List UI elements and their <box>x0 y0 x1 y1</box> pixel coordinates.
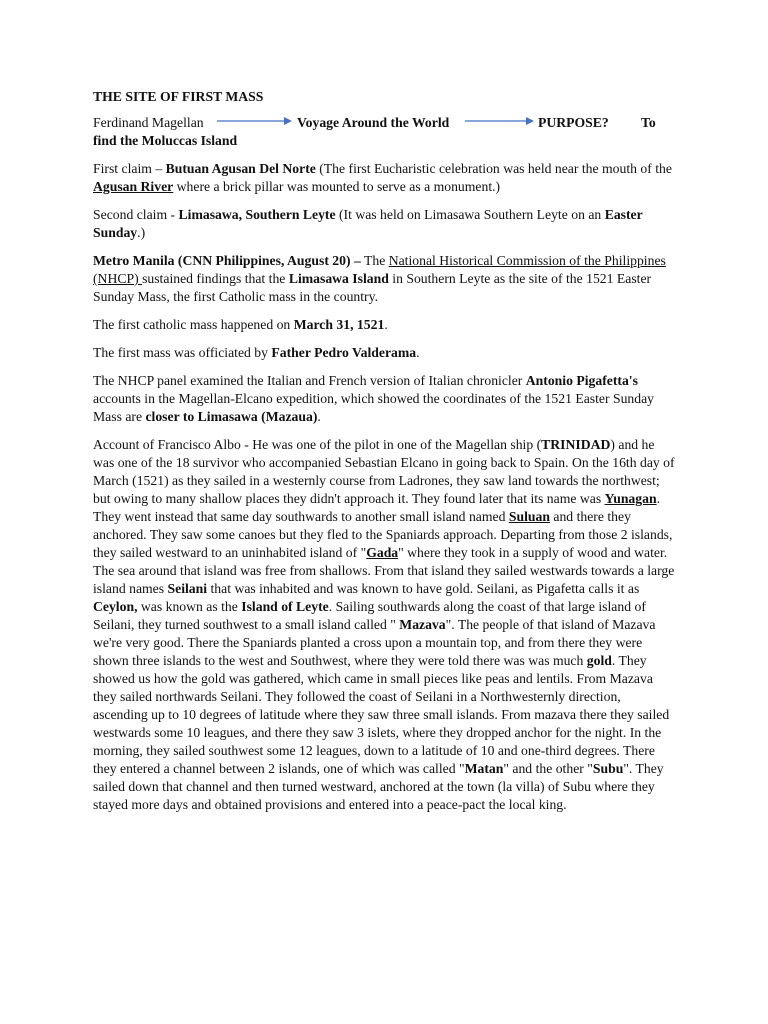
flow-continuation: find the Moluccas Island <box>93 133 238 148</box>
arrow-right-icon <box>465 114 534 128</box>
arrow-right-icon <box>217 114 292 128</box>
paragraph-officiated: The first mass was officiated by Father Pedro Valderama. <box>93 345 420 360</box>
paragraph-albo-account: Account of Francisco Albo - He was one of the pilot in one of the Magellan ship (TRINIDAD) and he was one of the 18 survivor who accompanied Sebastian Elcano in going back to Spain. On the 16th day of March (1521) as they sailed in a westernly course from Ladrones, they saw land towards the northwest; but owing to many shallow places they didn't approach it. They found later that its name was Yunagan. They went instead that same day southwards to another small island named Suluan and there they anchored. They saw some canoes but they fled to the Spaniards approach. Departing from those 2 islands, they sailed westward to an uninhabited island of "Gada" where they took in a supply of wood and water. The sea around that island was free from shallows. From that island they sailed westwards towards a large island names Seilani that was inhabited and was known to have gold. Seilani, as Pigafetta calls it as Ceylon, was known as the Island of Leyte. Sailing southwards along the coast of that large island of Seilani, they turned southwest to a small island called " Mazava". The people of that island of Mazava we're very good. There the Spaniards planted a cross upon a mountain top, and from there they were shown three islands to the west and Southwest, where they were told there was was much gold. They showed us how the gold was gathered, which came in small pieces like peas and lentils. From Mazava they sailed northwards Seilani. They followed the coast of Seilani in a Northwesternly direction, ascending up to 10 degrees of latitude where they saw three small islands. From mazava there they sailed westwards some 10 leagues, and there they saw 3 islets, where they dropped anchor for the night. In the morning, they sailed southwest some 12 leagues, down to a latitude of 10 and one-third degrees. There they entered a channel between 2 islands, one of which was called "Matan" and the other "Subu". They sailed down that channel and then turned westward, anchored at the town (la villa) of Subu where they stayed more days and obtained provisions and entered into a peace-pact the local king. <box>93 437 675 812</box>
flow-to: To <box>641 115 656 130</box>
paragraph-nhcp-panel: The NHCP panel examined the Italian and French version of Italian chronicler Antonio Pigafetta's accounts in the Magellan-Elcano expedition, which showed the coordinates of the 1521 Easter Sunday Mass are closer to Limasawa (Mazaua). <box>93 373 655 424</box>
flow-magellan: Ferdinand Magellan <box>93 115 204 130</box>
document-title: THE SITE OF FIRST MASS <box>93 89 264 104</box>
document-page <box>93 84 678 824</box>
paragraph-second-claim: Second claim - Limasawa, Southern Leyte (It was held on Limasawa Southern Leyte on an Easter Sunday.) <box>93 207 643 240</box>
flow-line <box>93 114 678 132</box>
flow-purpose: PURPOSE? <box>538 115 609 130</box>
paragraph-mass-date: The first catholic mass happened on March 31, 1521. <box>93 317 388 332</box>
paragraph-first-claim: First claim – Butuan Agusan Del Norte (The first Eucharistic celebration was held near the mouth of the Agusan River where a brick pillar was mounted to serve as a monument.) <box>93 161 672 194</box>
flow-voyage: Voyage Around the World <box>297 115 450 130</box>
paragraph-metro-manila: Metro Manila (CNN Philippines, August 20) – The National Historical Commission of the Philippines (NHCP) sustained findings that the Limasawa Island in Southern Leyte as the site of the 1521 Easter Sunday Mass, the first Catholic mass in the country. <box>93 253 666 304</box>
